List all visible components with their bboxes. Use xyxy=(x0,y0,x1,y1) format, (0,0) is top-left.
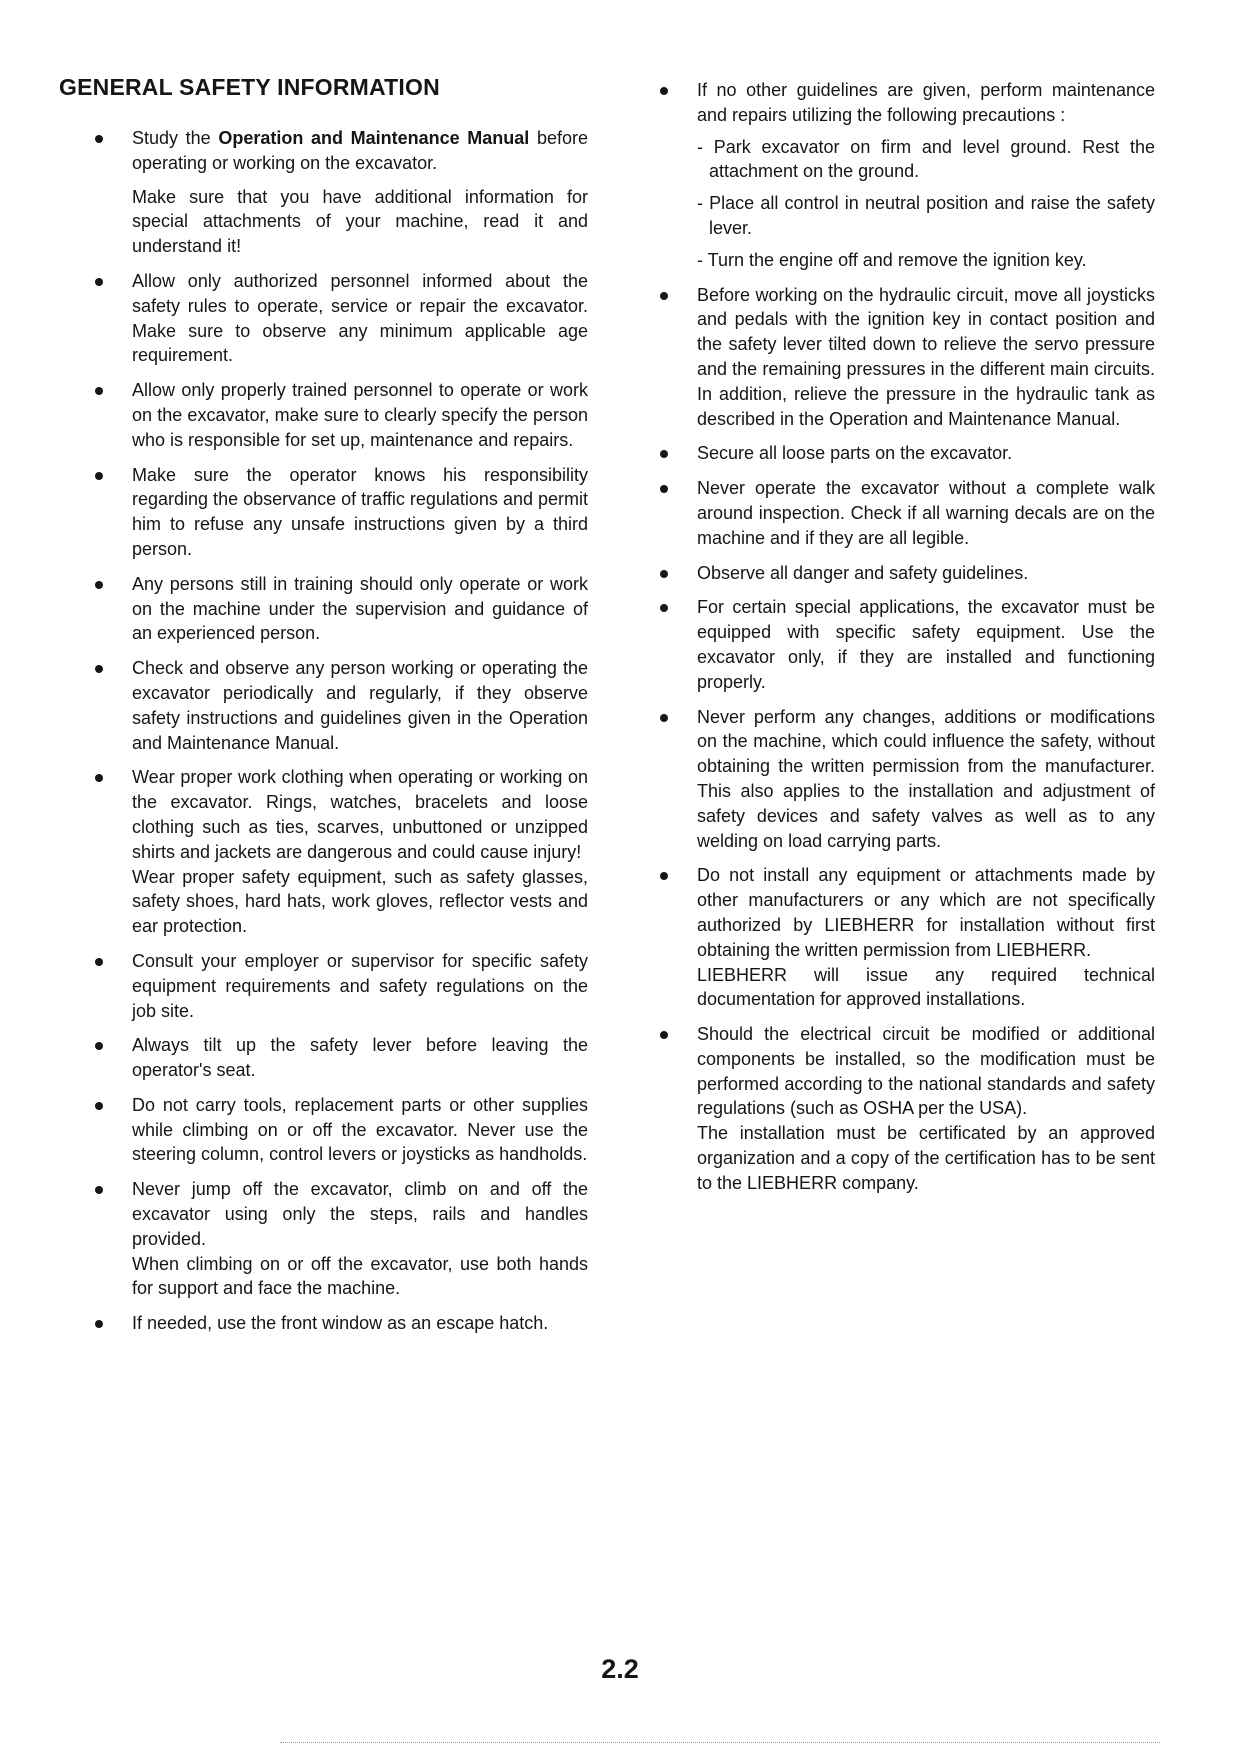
item-text: Never perform any changes, additions or modifications on the machine, which could influence the safety, without obtaining the written permission from the manufacturer. This also applies to the installation and adjustment of safety devices and safety valves as well as to any welding on load carrying parts. xyxy=(697,706,1155,851)
item-text: When climbing on or off the excavator, use both hands for support and face the machine. xyxy=(132,1253,588,1299)
safety-item xyxy=(655,863,1155,1012)
safety-item xyxy=(90,1033,588,1083)
safety-item xyxy=(90,572,588,646)
bullet-icon xyxy=(95,958,103,966)
safety-item xyxy=(90,378,588,452)
safety-item xyxy=(655,561,1155,586)
precaution-subitem: - Turn the engine off and remove the ignition key. xyxy=(697,249,1087,270)
safety-item xyxy=(655,705,1155,854)
right-column xyxy=(655,78,1155,1206)
text-run: before operating or working on the excavator. xyxy=(132,128,588,173)
safety-item xyxy=(90,126,588,259)
bullet-icon xyxy=(660,714,668,722)
safety-item xyxy=(655,1022,1155,1196)
text-run: Study the xyxy=(132,128,219,148)
bullet-icon xyxy=(95,1102,103,1110)
bullet-icon xyxy=(95,665,103,673)
safety-item xyxy=(655,78,1155,273)
safety-item xyxy=(90,949,588,1023)
bullet-icon xyxy=(95,1320,103,1328)
safety-item xyxy=(90,1093,588,1167)
bullet-icon xyxy=(95,1042,103,1050)
item-text: Before working on the hydraulic circuit, move all joysticks and pedals with the ignition key in contact position and the safety lever tilted down to relieve the servo pressure and the remaining pressures in the different main circuits. In addition, relieve the pressure in the hydraulic tank as described in the Operation and Maintenance Manual. xyxy=(697,284,1155,429)
safety-item xyxy=(655,441,1155,466)
bullet-icon xyxy=(660,292,668,300)
bullet-icon xyxy=(660,485,668,493)
safety-item xyxy=(655,595,1155,694)
safety-item xyxy=(90,1177,588,1301)
item-text: Never operate the excavator without a complete walk around inspection. Check if all warning decals are on the machine and if they are all legible. xyxy=(697,478,1155,548)
bullet-icon xyxy=(95,472,103,480)
item-text: Allow only properly trained personnel to operate or work on the excavator, make sure to clearly specify the person who is responsible for set up, maintenance and repairs. xyxy=(132,380,588,450)
bullet-icon xyxy=(95,387,103,395)
left-column xyxy=(90,126,588,1346)
precaution-subitem: - Place all control in neutral position and raise the safety lever. xyxy=(697,193,1155,238)
precaution-subitem: - Park excavator on firm and level ground. Rest the attachment on the ground. xyxy=(697,136,1155,182)
item-text: Wear proper safety equipment, such as safety glasses, safety shoes, hard hats, work gloves, reflector vests and ear protection. xyxy=(132,866,588,937)
item-text: Always tilt up the safety lever before leaving the operator's seat. xyxy=(132,1035,588,1081)
bullet-icon xyxy=(660,450,668,458)
safety-item xyxy=(90,269,588,368)
item-text: Do not carry tools, replacement parts or other supplies while climbing on or off the excavator. Never use the steering column, control levers or joysticks as handholds. xyxy=(132,1094,588,1165)
bullet-icon xyxy=(95,135,103,143)
item-text: Should the electrical circuit be modified or additional components be installed, so the modification must be performed according to the national standards and safety regulations (such as OSHA per the USA). xyxy=(697,1024,1155,1119)
bullet-icon xyxy=(660,872,668,880)
bullet-icon xyxy=(95,278,103,286)
item-text: For certain special applications, the excavator must be equipped with specific safety equipment. Use the excavator only, if they are installed and functioning properly. xyxy=(697,597,1155,692)
item-text: LIEBHERR will issue any required technical documentation for approved installations. xyxy=(697,964,1155,1010)
bullet-icon xyxy=(660,1031,668,1039)
item-text xyxy=(132,126,588,176)
item-text: Any persons still in training should only operate or work on the machine under the supervision and guidance of an experienced person. xyxy=(132,573,588,644)
scan-border-line xyxy=(280,1742,1160,1743)
bullet-icon xyxy=(95,1186,103,1194)
bullet-icon xyxy=(660,87,668,95)
safety-item xyxy=(90,463,588,562)
item-text: Secure all loose parts on the excavator. xyxy=(697,443,1013,464)
item-text: If needed, use the front window as an escape hatch. xyxy=(132,1313,549,1334)
safety-item xyxy=(655,283,1155,432)
item-text: Make sure the operator knows his responsibility regarding the observance of traffic regulations and permit him to refuse any unsafe instructions given by a third person. xyxy=(132,464,588,559)
bullet-icon xyxy=(95,774,103,782)
page-number: 2.2 xyxy=(601,1654,639,1684)
item-text: If no other guidelines are given, perform maintenance and repairs utilizing the following precautions : xyxy=(697,80,1155,125)
safety-item xyxy=(90,656,588,755)
item-text: The installation must be certificated by an approved organization and a copy of the certification has to be sent to the LIEBHERR company. xyxy=(697,1123,1155,1193)
item-text: Allow only authorized personnel informed about the safety rules to operate, service or repair the excavator. Make sure to observe any minimum applicable age requirement. xyxy=(132,270,588,366)
page-title: GENERAL SAFETY INFORMATION xyxy=(59,74,440,100)
bullet-icon xyxy=(660,570,668,578)
safety-item xyxy=(90,765,588,939)
item-text: Do not install any equipment or attachments made by other manufacturers or any which are not specifically authorized by LIEBHERR for installation without first obtaining the written permission from LIEBHERR. xyxy=(697,865,1155,960)
safety-item xyxy=(655,476,1155,550)
item-text: Observe all danger and safety guidelines. xyxy=(697,562,1029,583)
item-text: Wear proper work clothing when operating or working on the excavator. Rings, watches, bracelets and loose clothing such as ties, scarves, unbuttoned or unzipped shirts and jackets are dangerous and could cause injury! xyxy=(132,767,588,862)
manual-title-emphasis: Operation and Maintenance Manual xyxy=(218,128,530,148)
bullet-icon xyxy=(95,581,103,589)
bullet-icon xyxy=(660,604,668,612)
safety-item xyxy=(90,1311,588,1336)
item-text: Never jump off the excavator, climb on and off the excavator using only the steps, rails and handles provided. xyxy=(132,1179,588,1249)
item-text: Consult your employer or supervisor for specific safety equipment requirements and safety regulations on the job site. xyxy=(132,950,588,1021)
item-text: Make sure that you have additional information for special attachments of your machine, read it and understand it! xyxy=(132,186,588,257)
item-text: Check and observe any person working or operating the excavator periodically and regularly, if they observe safety instructions and guidelines given in the Operation and Maintenance Manual. xyxy=(132,658,588,753)
